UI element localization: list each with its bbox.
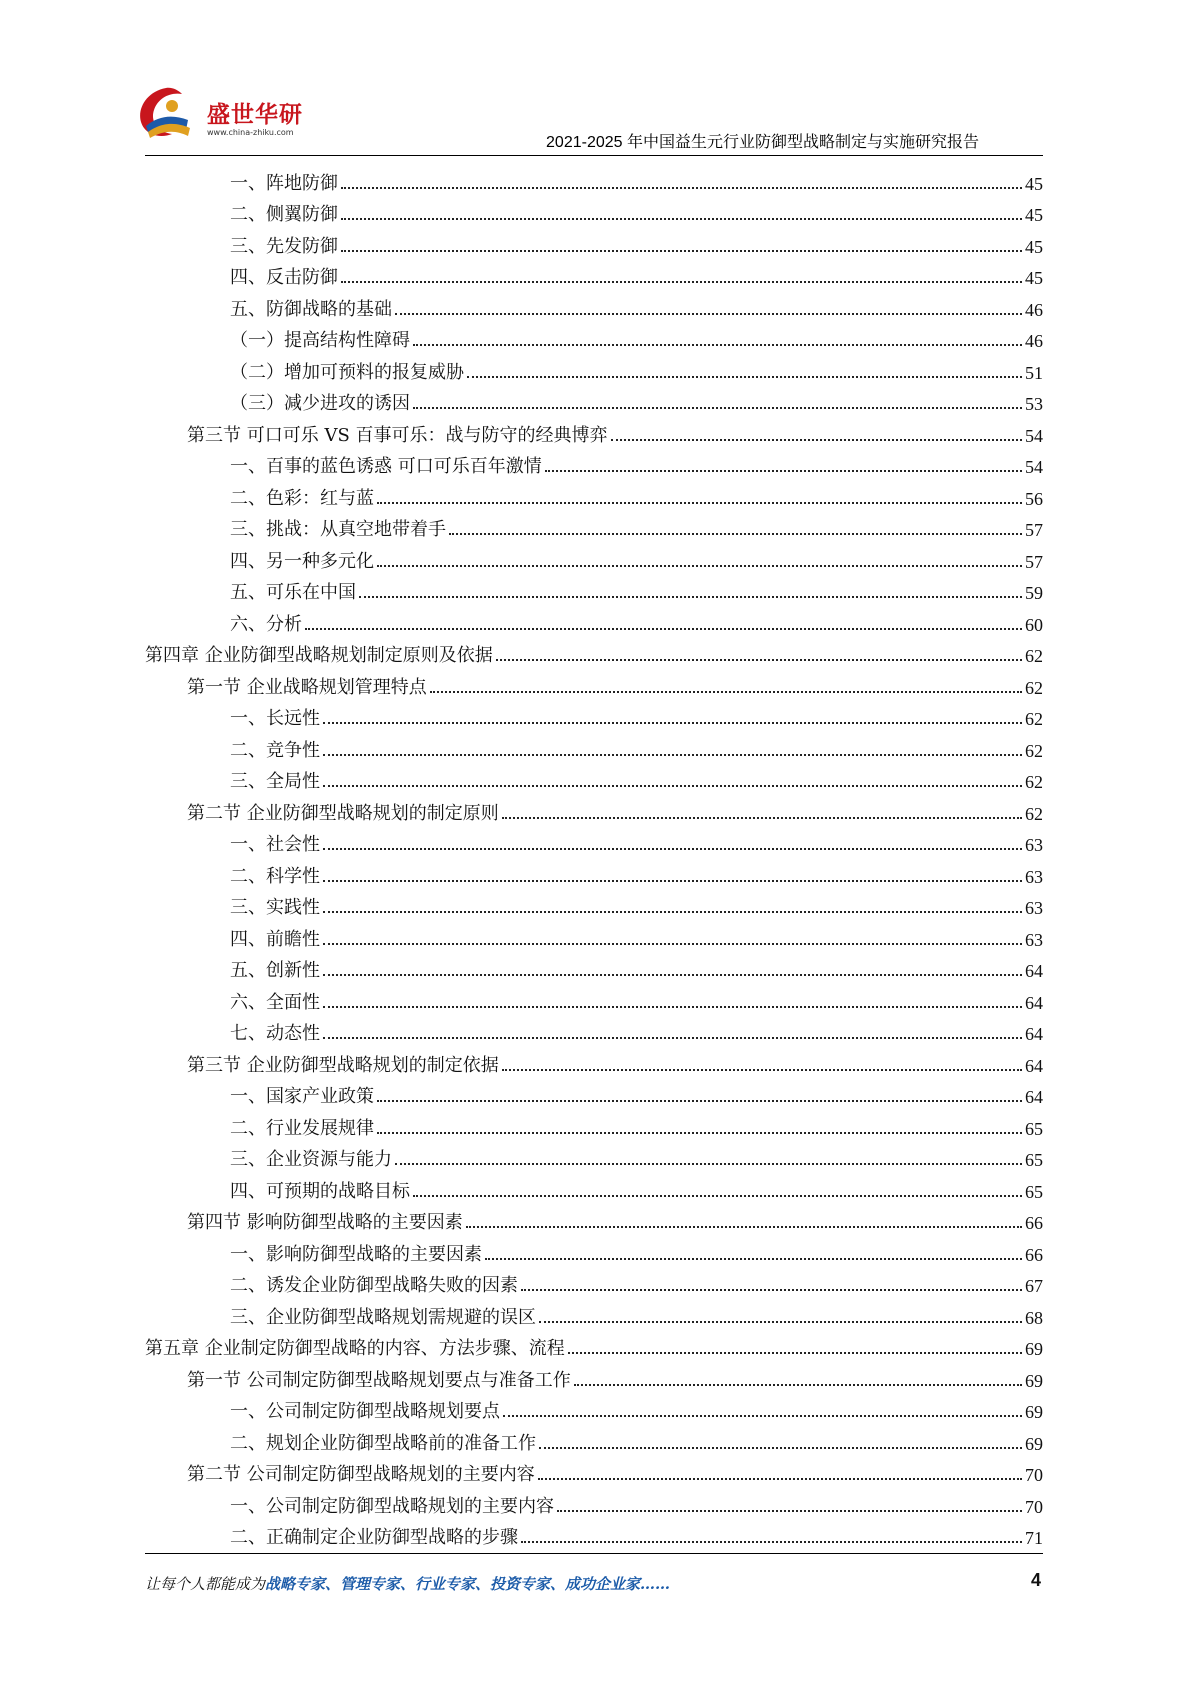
toc-entry[interactable] [145, 699, 1043, 731]
toc-entry[interactable] [145, 1171, 1043, 1203]
toc-entry-page: 66 [1025, 1213, 1043, 1233]
toc-leader-dots [467, 376, 1022, 378]
page-number: 4 [1030, 1570, 1041, 1590]
toc-entry-page: 62 [1025, 772, 1043, 792]
toc-entry-title: 第二节 企业防御型战略规划的制定原则 [187, 802, 499, 824]
toc-entry-title: 五、可乐在中国 [230, 582, 356, 603]
toc-entry[interactable] [145, 919, 1043, 951]
toc-entry[interactable] [145, 982, 1043, 1014]
toc-entry-title: 三、全局性 [230, 771, 320, 792]
toc-entry[interactable] [145, 1392, 1043, 1424]
toc-entry[interactable] [145, 825, 1043, 857]
toc-entry-page: 54 [1025, 457, 1043, 477]
toc-entry-page: 67 [1025, 1276, 1043, 1296]
toc-entry-title: 二、诱发企业防御型战略失败的因素 [230, 1275, 518, 1296]
toc-entry-page: 69 [1025, 1433, 1043, 1454]
toc-entry[interactable] [145, 636, 1043, 668]
toc-entry-page: 69 [1025, 1370, 1043, 1391]
toc-entry-title: 第三节 企业防御型战略规划的制定依据 [187, 1054, 499, 1076]
toc-entry-title: 第四章 企业防御型战略规划制定原则及依据 [145, 645, 493, 666]
toc-entry-title: 一、社会性 [230, 834, 320, 855]
toc-entry-page: 64 [1025, 1024, 1043, 1044]
toc-leader-dots [539, 1321, 1022, 1323]
toc-entry[interactable] [145, 1329, 1043, 1361]
toc-entry[interactable] [145, 1297, 1043, 1329]
toc-leader-dots [539, 1447, 1022, 1449]
toc-entry[interactable] [145, 730, 1043, 762]
toc-entry-title: 一、国家产业政策 [230, 1086, 374, 1107]
table-of-contents [145, 163, 1043, 1549]
toc-entry[interactable] [145, 289, 1043, 321]
toc-leader-dots [323, 722, 1022, 724]
toc-entry-page: 54 [1025, 425, 1043, 446]
toc-entry-title: 二、行业发展规律 [230, 1117, 374, 1139]
toc-leader-dots [341, 250, 1022, 252]
toc-entry-page: 57 [1025, 551, 1043, 572]
toc-entry-page: 60 [1025, 614, 1043, 635]
toc-entry-page: 70 [1025, 1496, 1043, 1517]
toc-leader-dots [341, 218, 1022, 220]
toc-entry[interactable] [145, 1518, 1043, 1550]
toc-entry-page: 68 [1025, 1307, 1043, 1328]
toc-entry-page: 46 [1025, 331, 1043, 351]
toc-leader-dots [323, 754, 1022, 756]
toc-entry-page: 56 [1025, 488, 1043, 509]
toc-entry-title: 二、侧翼防御 [230, 204, 338, 225]
toc-leader-dots [502, 1069, 1022, 1071]
toc-entry-title: 四、另一种多元化 [230, 550, 374, 572]
toc-entry[interactable] [145, 1014, 1043, 1046]
toc-entry[interactable] [145, 478, 1043, 510]
toc-leader-dots [323, 1006, 1022, 1008]
toc-entry-title: 一、阵地防御 [230, 172, 338, 194]
brand-url: www.china-zhiku.com [207, 128, 294, 137]
toc-entry[interactable] [145, 384, 1043, 416]
toc-entry-title: 五、防御战略的基础 [230, 298, 392, 320]
toc-entry-title: 第五章 企业制定防御型战略的内容、方法步骤、流程 [145, 1338, 565, 1359]
toc-entry-page: 62 [1025, 740, 1043, 761]
toc-leader-dots [323, 785, 1022, 787]
toc-entry-title: 三、实践性 [230, 897, 320, 918]
toc-leader-dots [430, 691, 1022, 693]
toc-entry[interactable] [145, 951, 1043, 983]
toc-entry-page: 65 [1025, 1118, 1043, 1139]
toc-entry-title: 第四节 影响防御型战略的主要因素 [187, 1212, 463, 1233]
toc-leader-dots [377, 565, 1022, 567]
toc-entry-title: 二、正确制定企业防御型战略的步骤 [230, 1527, 518, 1548]
toc-entry-page: 64 [1025, 1087, 1043, 1107]
toc-entry-page: 45 [1025, 236, 1043, 257]
toc-leader-dots [568, 1352, 1022, 1354]
toc-entry[interactable] [145, 573, 1043, 605]
footer-slogan [145, 1573, 670, 1594]
toc-entry-page: 62 [1025, 803, 1043, 824]
toc-entry[interactable] [145, 1045, 1043, 1077]
toc-entry-title: 二、色彩：红与蓝 [230, 487, 374, 509]
toc-entry[interactable] [145, 1108, 1043, 1140]
toc-entry-page: 63 [1025, 835, 1043, 855]
toc-entry[interactable] [145, 1234, 1043, 1266]
toc-entry-title: （三）减少进攻的诱因 [230, 393, 410, 414]
toc-entry[interactable] [145, 352, 1043, 384]
toc-entry-title: 三、挑战：从真空地带着手 [230, 519, 446, 540]
toc-entry-page: 69 [1025, 1339, 1043, 1359]
toc-entry-title: （二）增加可预料的报复威胁 [230, 361, 464, 383]
toc-leader-dots [341, 187, 1022, 189]
toc-entry-page: 45 [1025, 205, 1043, 225]
toc-entry[interactable] [145, 1455, 1043, 1487]
toc-leader-dots [323, 911, 1022, 913]
toc-leader-dots [449, 533, 1022, 535]
toc-entry-page: 63 [1025, 898, 1043, 918]
toc-entry-page: 64 [1025, 961, 1043, 981]
toc-leader-dots [521, 1289, 1022, 1291]
toc-leader-dots [377, 1100, 1022, 1102]
toc-leader-dots [574, 1384, 1022, 1386]
toc-entry[interactable] [145, 888, 1043, 920]
brand-name: 盛世华研 [207, 102, 303, 128]
toc-entry-title: 一、影响防御型战略的主要因素 [230, 1243, 482, 1265]
toc-leader-dots [323, 974, 1022, 976]
toc-entry-title: 四、反击防御 [230, 267, 338, 288]
toc-leader-dots [611, 439, 1023, 441]
toc-entry-page: 45 [1025, 268, 1043, 288]
toc-entry-title: 第一节 公司制定防御型战略规划要点与准备工作 [187, 1369, 571, 1391]
toc-leader-dots [502, 817, 1022, 819]
toc-entry-page: 64 [1025, 1055, 1043, 1076]
toc-entry[interactable] [145, 1077, 1043, 1109]
toc-entry-title: 四、前瞻性 [230, 928, 320, 950]
toc-leader-dots [496, 659, 1022, 661]
toc-entry[interactable] [145, 1140, 1043, 1172]
toc-leader-dots [538, 1478, 1022, 1480]
toc-entry-page: 69 [1025, 1402, 1043, 1422]
toc-entry[interactable] [145, 510, 1043, 542]
footer-highlight: 战略专家、管理专家、行业专家、投资专家、成功企业家…… [265, 1575, 671, 1593]
toc-entry-page: 71 [1025, 1528, 1043, 1548]
toc-leader-dots [413, 344, 1022, 346]
toc-entry-title: 二、竞争性 [230, 739, 320, 761]
toc-entry-page: 57 [1025, 520, 1043, 540]
toc-entry-title: 五、创新性 [230, 960, 320, 981]
toc-entry-page: 62 [1025, 709, 1043, 729]
toc-leader-dots [503, 1415, 1022, 1417]
toc-entry-title: 三、企业防御型战略规划需规避的误区 [230, 1306, 536, 1328]
toc-leader-dots [341, 281, 1022, 283]
toc-leader-dots [545, 470, 1022, 472]
toc-entry[interactable] [145, 163, 1043, 195]
toc-entry-title: 七、动态性 [230, 1023, 320, 1044]
toc-entry-title: 二、科学性 [230, 865, 320, 887]
toc-leader-dots [395, 1163, 1022, 1165]
toc-leader-dots [557, 1510, 1022, 1512]
toc-leader-dots [413, 407, 1022, 409]
toc-leader-dots [413, 1195, 1022, 1197]
toc-entry[interactable] [145, 541, 1043, 573]
toc-entry-page: 59 [1025, 583, 1043, 603]
toc-entry[interactable] [145, 793, 1043, 825]
document-title: 2021-2025 年中国益生元行业防御型战略制定与实施研究报告 [546, 134, 979, 151]
header-divider [145, 155, 1043, 156]
toc-entry[interactable] [145, 1423, 1043, 1455]
toc-leader-dots [323, 848, 1022, 850]
toc-entry[interactable] [145, 195, 1043, 227]
toc-entry-title: 第三节 可口可乐 VS 百事可乐：战与防守的经典博弈 [187, 424, 608, 446]
toc-entry[interactable] [145, 667, 1043, 699]
toc-leader-dots [323, 943, 1022, 945]
toc-entry-title: 二、规划企业防御型战略前的准备工作 [230, 1432, 536, 1454]
toc-leader-dots [377, 1132, 1022, 1134]
toc-entry[interactable] [145, 226, 1043, 258]
toc-entry-title: 一、长远性 [230, 708, 320, 729]
footer-prefix: 让每个人都能成为 [145, 1575, 266, 1593]
toc-entry-title: 六、全面性 [230, 991, 320, 1013]
toc-entry-title: 第二节 公司制定防御型战略规划的主要内容 [187, 1464, 535, 1485]
toc-leader-dots [377, 502, 1022, 504]
toc-entry-title: 一、公司制定防御型战略规划要点 [230, 1401, 500, 1422]
toc-entry-title: 三、先发防御 [230, 235, 338, 257]
toc-leader-dots [466, 1226, 1022, 1228]
toc-entry[interactable] [145, 762, 1043, 794]
toc-leader-dots [359, 596, 1022, 598]
toc-entry-title: 四、可预期的战略目标 [230, 1180, 410, 1202]
toc-entry-title: （一）提高结构性障碍 [230, 330, 410, 351]
toc-entry-title: 六、分析 [230, 613, 302, 635]
toc-entry[interactable] [145, 856, 1043, 888]
toc-leader-dots [485, 1258, 1022, 1260]
toc-entry[interactable] [145, 321, 1043, 353]
toc-entry-title: 一、百事的蓝色诱惑 可口可乐百年激情 [230, 456, 542, 477]
toc-entry[interactable] [145, 1360, 1043, 1392]
toc-entry-page: 63 [1025, 929, 1043, 950]
toc-leader-dots [395, 313, 1022, 315]
toc-entry[interactable] [145, 415, 1043, 447]
toc-entry-page: 70 [1025, 1465, 1043, 1485]
toc-entry[interactable] [145, 1203, 1043, 1235]
toc-entry[interactable] [145, 258, 1043, 290]
footer-divider [145, 1553, 1043, 1554]
toc-entry-page: 62 [1025, 677, 1043, 698]
toc-entry-page: 63 [1025, 866, 1043, 887]
toc-leader-dots [323, 1037, 1022, 1039]
toc-entry-page: 62 [1025, 646, 1043, 666]
toc-entry-page: 65 [1025, 1181, 1043, 1202]
toc-leader-dots [323, 880, 1022, 882]
toc-entry-page: 45 [1025, 173, 1043, 194]
toc-leader-dots [305, 628, 1022, 630]
toc-entry-page: 64 [1025, 992, 1043, 1013]
toc-entry-title: 三、企业资源与能力 [230, 1149, 392, 1170]
toc-entry-title: 一、公司制定防御型战略规划的主要内容 [230, 1495, 554, 1517]
toc-entry[interactable] [145, 604, 1043, 636]
toc-entry-page: 53 [1025, 394, 1043, 414]
toc-entry-page: 51 [1025, 362, 1043, 383]
toc-leader-dots [521, 1541, 1022, 1543]
toc-entry-page: 65 [1025, 1150, 1043, 1170]
toc-entry-page: 66 [1025, 1244, 1043, 1265]
toc-entry[interactable] [145, 1266, 1043, 1298]
toc-entry-page: 46 [1025, 299, 1043, 320]
toc-entry-title: 第一节 企业战略规划管理特点 [187, 676, 427, 698]
toc-entry[interactable] [145, 1486, 1043, 1518]
toc-entry[interactable] [145, 447, 1043, 479]
